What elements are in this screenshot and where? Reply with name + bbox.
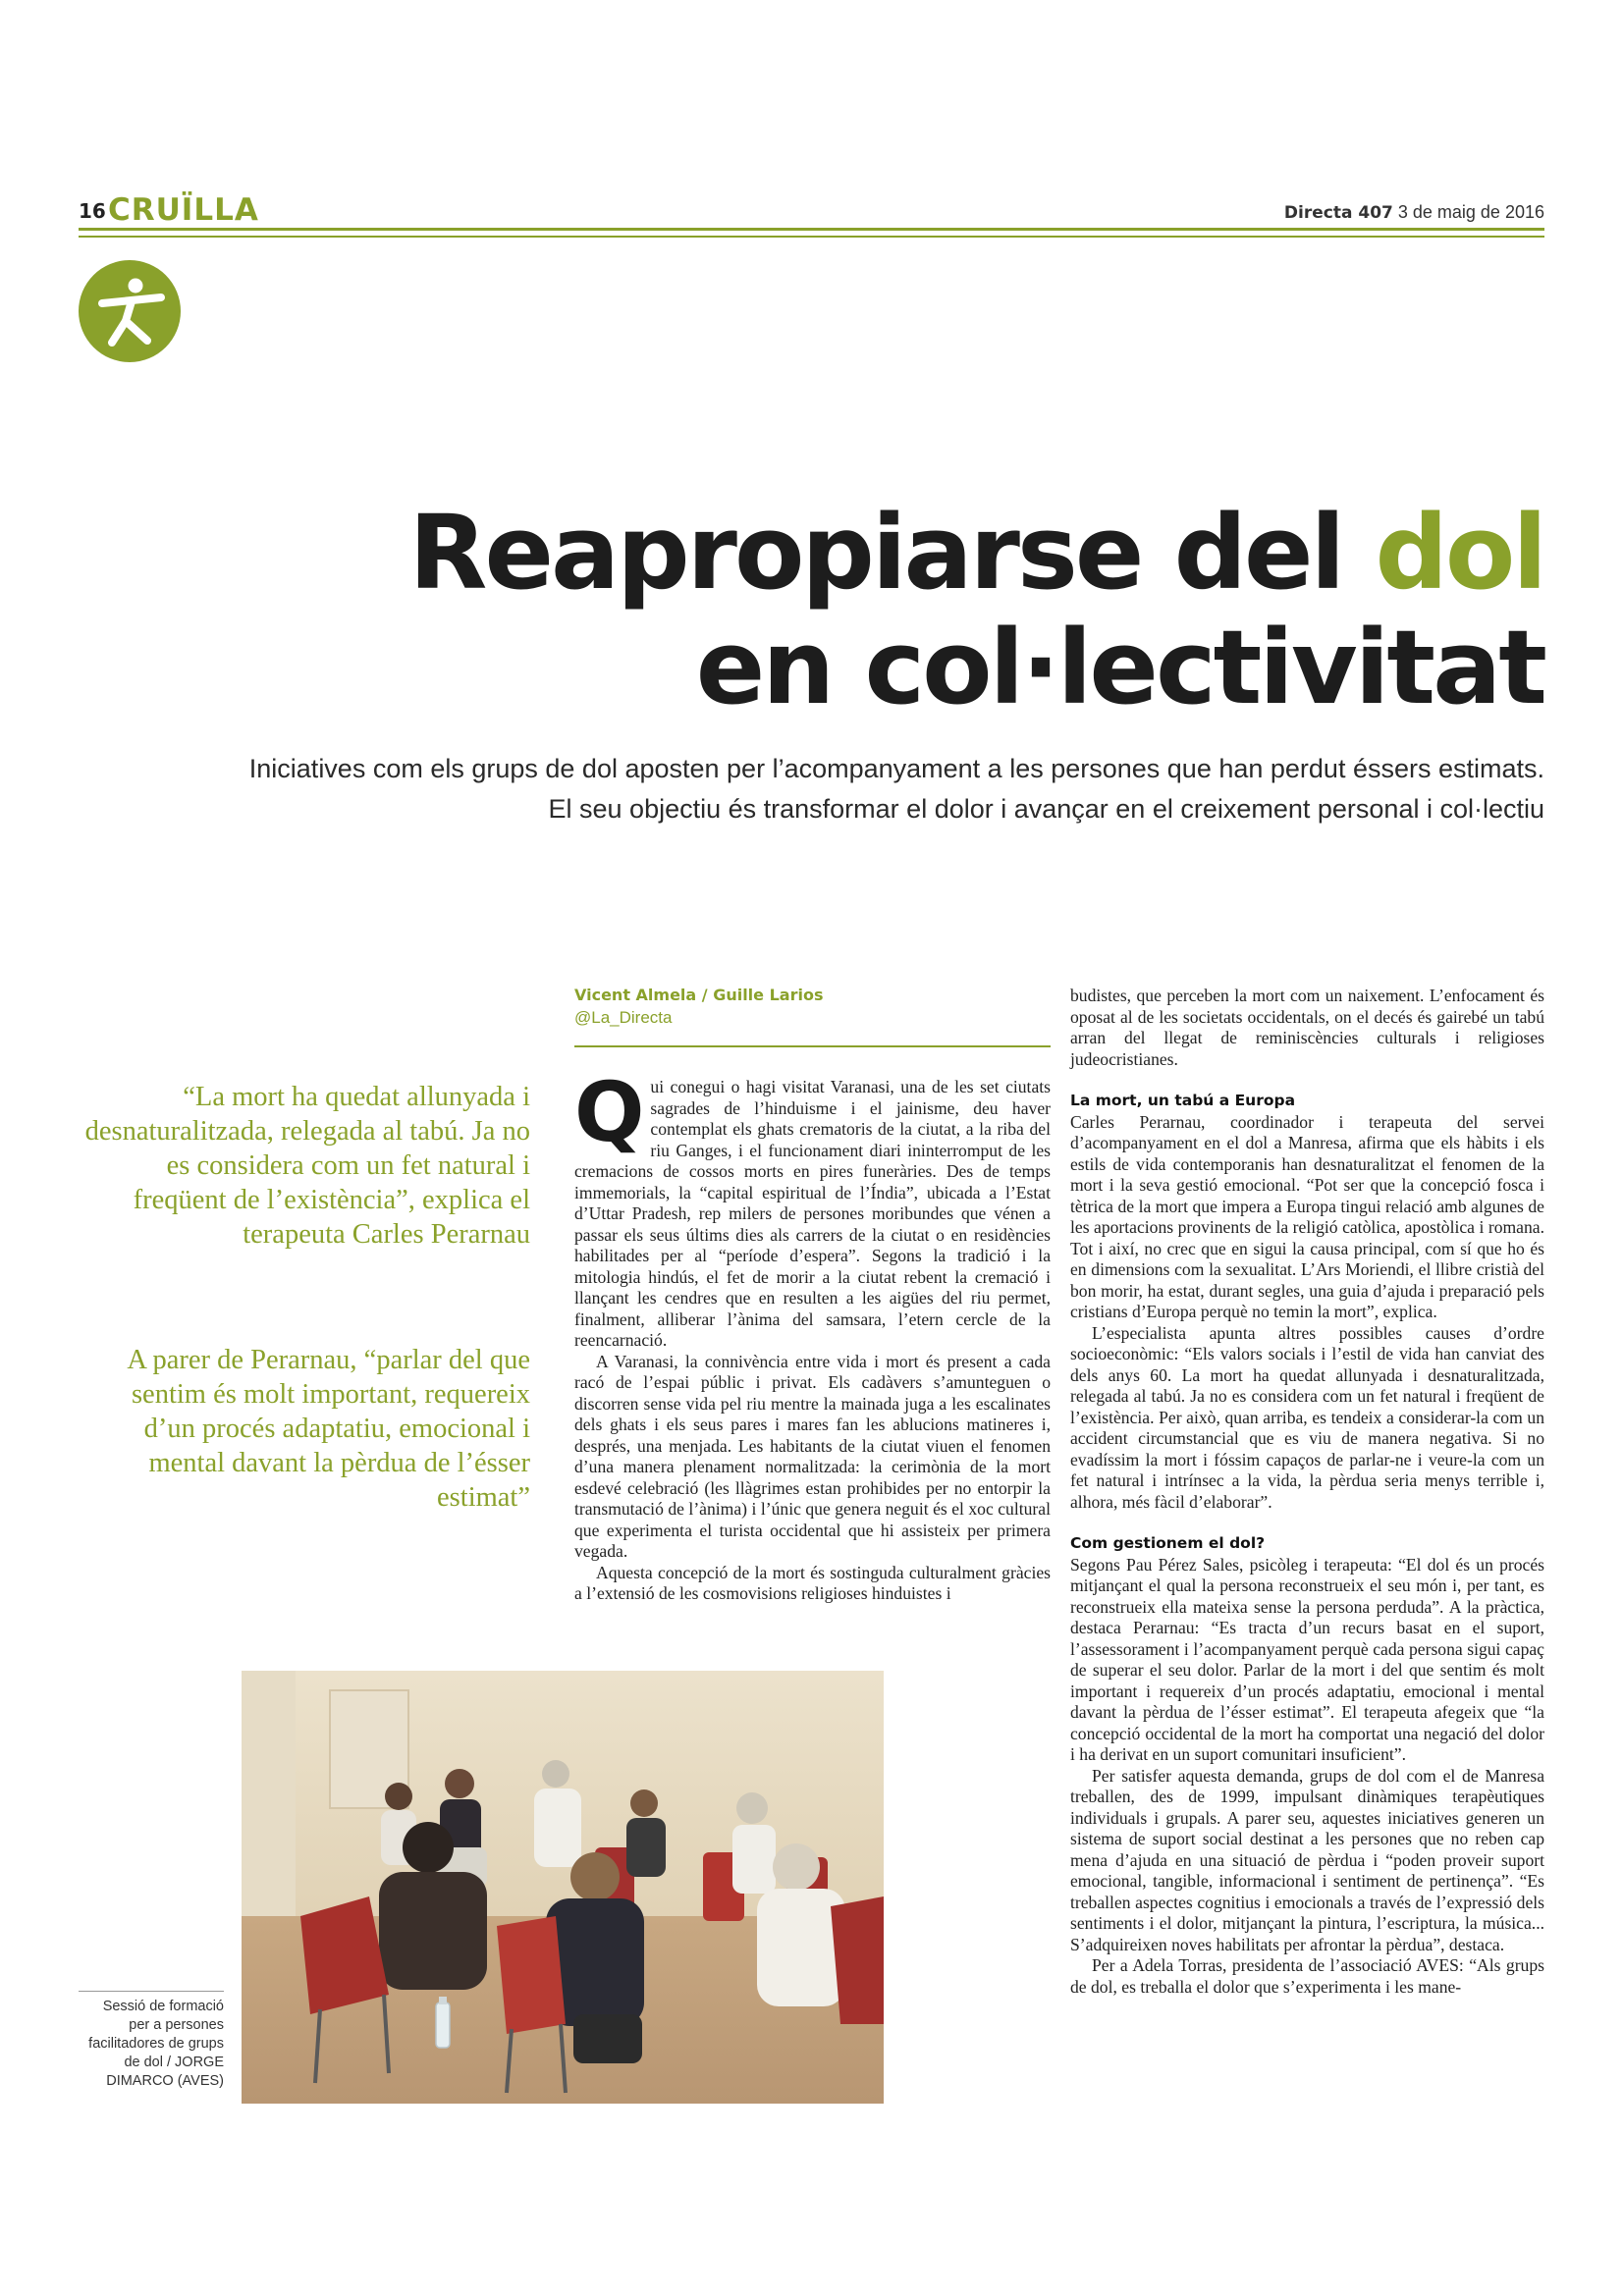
body-paragraph: Per satisfer aquesta demanda, grups de dol com el de Manresa treballen, des de 1999, impulsant dinàmiques terapèutiques individuals i grupals. A parer seu, aquestes iniciatives generen un sistema de suport social destinat a les persones que no reben cap mena d’ajuda en una situació de pèrdua i “poden proveir suport emocional, tangible, informacional i sentiment de pertinença”. “Es treballen aspectes cognitius i emocionals a través de l’expressió dels sentiments i el dolor, mitjançant la pintura, l’escriptura, la música... S’adquireixen noves habilitats per afrontar la pèrdua”, destaca. [1070,1765,1544,1954]
body-paragraph: Segons Pau Pérez Sales, psicòleg i terapeuta: “El dol és un procés mitjançant el qual la persona reconstrueix el seu món i, per tant, es reconstrueix ella mateixa sense la persona perduda”. A la pràctica, destaca Perarnau: “Es tracta d’un recurs basat en el suport, l’assessorament i l’acompanyament perquè cada persona sigui capaç de superar el seu dolor. Parlar de la mort i del que sentim és molt important i requereix d’un procés adaptatiu, emocional i mental davant la pèrdua de l’ésser estimat”. El terapeuta afegeix que “la concepció occidental de la mort ha comportat una negació del dolor i ha derivat en un suport comunitari insuficient”. [1070,1554,1544,1764]
title-highlight: dol [1375,493,1544,613]
issue-info [1284,202,1544,223]
article-subtitle: Iniciatives com els grups de dol aposten per l’acompanyament a les persones que han perdut éssers estimats. El seu objectiu és transformar el dolor i avançar en el creixement personal i col·lectiu [248,754,1544,824]
body-column-1 [574,1064,1051,1605]
section-heading: Com gestionem el dol? [1070,1534,1266,1552]
header-rule [79,228,1544,231]
body-paragraph: Carles Perarnau, coordinador i terapeuta del servei d’acompanyament en el dol a Manresa, afirma que els hàbits i els estils de vida contemporanis han desnaturalitzat el fenomen de la mort i la seva gestió emocional. “Pot ser que la concepció fosca i tètrica de la mort que impera a Europa tingui relació amb algunes de les aportacions provinents de la religió catòlica, apostòlica i romana. Tot i així, no crec que en sigui la causa principal, com sí que ho és en dimensions com la sexualitat. L’Ars Moriendi, el llibre cristià del bon morir, ha estat, durant segles, una guia d’ajuda i preparació pels cristians d’Europa perquè no temin la mort”, explica. [1070,1111,1544,1321]
byline-authors: Vicent Almela / Guille Larios [574,986,824,1004]
article-title [170,493,1544,727]
byline-rule [574,1045,1051,1047]
title-line-1: Reapropiarse del dol [408,493,1544,613]
section-name: CRUÏLLA [108,192,259,228]
page-number: 16 [79,199,106,223]
issue-date: 3 de maig de 2016 [1397,202,1544,222]
publication-name: Directa 407 [1283,203,1393,223]
drop-cap: Q [574,1064,645,1160]
pull-quote-2: A parer de Perarnau, “parlar del que sentim és molt important, requereix d’un procés adaptatiu, emocional i mental davant la pèrdua de l’ésser estimat” [127,1345,530,1513]
title-line-2: en col·lectivitat [695,608,1544,727]
body-paragraph: Qui conegui o hagi visitat Varanasi, una de les set ciutats sagrades de l’hinduisme i el jainisme, deu haver contemplat els ghats crematoris de la ciutat, a la riba del riu Ganges, i el funcionament diari ininterromput de les cremacions de cossos morts en pires funeràries. Des de temps immemorials, la “capital espiritual de l’Índia”, ubicada a l’Estat d’Uttar Pradesh, rep milers de persones moribundes que vénen a passar els seus últims dies als carrers de la ciutat o en residències habilitades per al “període d’espera”. Segons la tradició i la mitologia hindús, el fet de morir a la ciutat rebent la cremació i llançant les cendres que en resulten a les aigües del riu permet, finalment, alliberar l’ànima del samsara, l’etern cercle de la reencarnació. [574,1064,1051,1350]
body-paragraph: A Varanasi, la connivència entre vida i mort és present a cada racó de l’espai públic i privat. Els cadàvers s’amunteguen o discorren sense vida pel riu mentre la mainada juga a les escalinates dels ghats i els seus pares i mares fan les ablucions matineres i, després, una menjada. Les habitants de la ciutat viuen el fenomen d’una manera plenament normalitzada: la cerimònia de la mort esdevé celebració (les llàgrimes estan prohibides per no entorpir la transmutació de l’ànima) i l’únic que genera neguit és el xoc cultural que experimenta el turista occidental que hi assisteix per primera vegada. [574,1351,1051,1561]
person-figure-icon [79,260,181,362]
caption-rule [79,1991,224,1992]
body-paragraph: Aquesta concepció de la mort és sostinguda culturalment gràcies a l’extensió de les cosmovisions religioses hinduistes i [574,1562,1051,1603]
body-paragraph: Per a Adela Torras, presidenta de l’associació AVES: “Als grups de dol, es treballa el dolor que s’experimenta i les mane- [1070,1955,1544,1997]
body-paragraph: L’especialista apunta altres possibles causes d’ordre socioeconòmic: “Els valors socials i l’estil de vida han canviat des dels anys 60. La mort ha quedat allunyada i desnaturalitzada, relegada al tabú. Ja no es considera com un fet natural i freqüent de l’existència. Per això, quan arriba, es tendeix a considerar-la com un accident circumstancial que es viu de manera negativa. Si no evadíssim la mort i fóssim capaços de parlar-ne i veure-la com un fet natural i intrínsec a la vida, la pèrdua seria menys terrible i, alhora, més fàcil d’elaborar”. [1070,1322,1544,1512]
byline-handle: @La_Directa [574,1008,673,1027]
photo-caption: Sessió de formació per a persones facilitadores de grups de dol / JORGE DIMARCO (AVES) [88,1999,224,2089]
header-rule-secondary [79,236,1544,238]
section-heading: La mort, un tabú a Europa [1070,1092,1296,1109]
body-column-2 [1070,986,1544,1998]
article-photo [242,1671,884,2104]
pull-quote-1: “La mort ha quedat allunyada i desnaturalitzada, relegada al tabú. Ja no es considera com un fet natural i freqüent de l’existència”, explica el terapeuta Carles Perarnau [84,1082,530,1250]
body-paragraph: budistes, que perceben la mort com un naixement. L’enfocament és oposat al de les societats occidentals, on el decés és gairebé un tabú arran del llegat de reminiscències culturals i religioses judeocristianes. [1070,986,1544,1069]
